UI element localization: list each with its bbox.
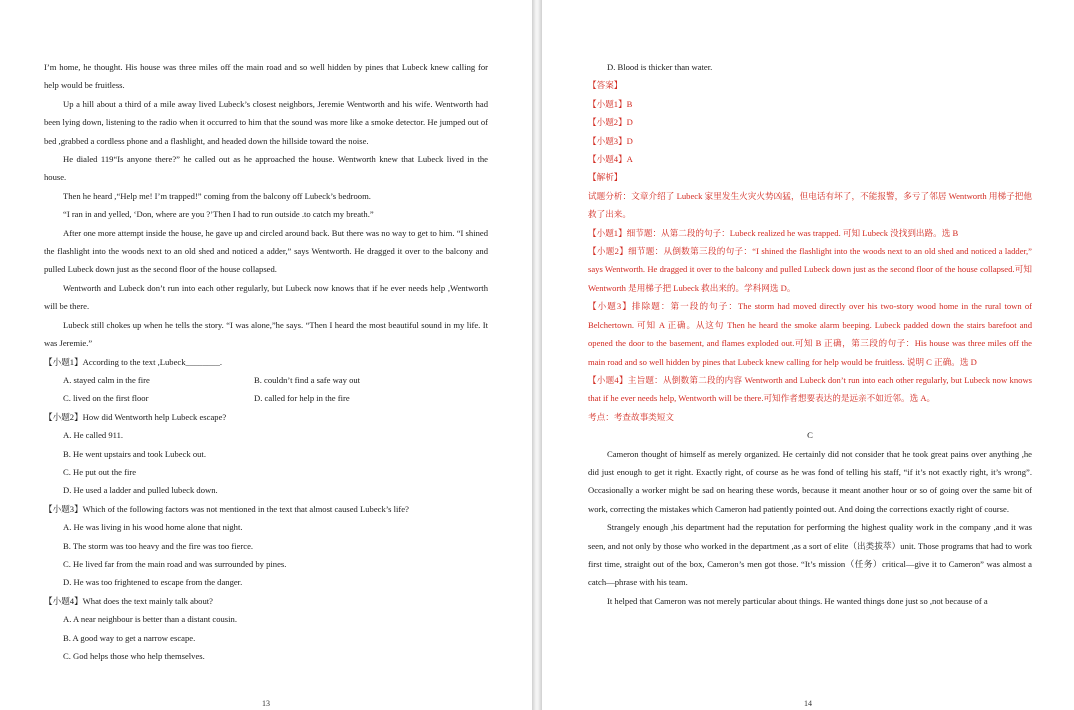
option: D. called for help in the fire	[254, 393, 350, 404]
analysis-text: 【小题1】细节题：从第二段的句子：Lubeck realized he was trapped. 可知 Lubeck 没找到出路。选 B	[588, 227, 959, 238]
analysis-text: 试题分析：文章介绍了 Lubeck 家里发生火灾火势凶猛，但电话有坏了，不能报警，多亏了邻居 Wentworth 用梯子把他救了出来。	[588, 190, 1032, 220]
paragraph: Strangely enough ,his department had the reputation for performing the highest quality work in the company ,and it was seen, and not only by those who worked in the department ,as a sort of elite（出类拔萃）unit. Those programs that had to work first time, straight out of the box, Cameron’s men got those. “It’s mission（任务）critical—give it to Cameron” was almost a catch—phrase with his team.	[588, 522, 1032, 588]
page-left	[0, 0, 532, 710]
option: B. He went upstairs and took Lubeck out.	[63, 448, 206, 459]
question-stem: 【小题3】Which of the following factors was not mentioned in the text that almost caused Lubeck’s life?	[44, 503, 409, 514]
paragraph: I’m home, he thought. His house was three miles off the main road and so well hidden by pines that Lubeck knew calling for help would be fruitless.	[44, 62, 488, 91]
paragraph: Up a hill about a third of a mile away lived Lubeck’s closest neighbors, Jeremie Wentworth and his wife. Wentworth had been lying down, listening to the radio when it occurred to him that the sound was more like a smoke detector. He jumped out of bed ,grabbed a cordless phone and a flashlight, and headed down the hillside toward the noise.	[44, 98, 488, 146]
option: D. Blood is thicker than water.	[607, 62, 713, 72]
option: B. A good way to get a narrow escape.	[63, 632, 196, 643]
page-gutter	[532, 0, 542, 710]
paragraph: Cameron thought of himself as merely organized. He certainly did not consider that he took great pains over anything ,he did just enough to get it right. Exactly right, of course as he was fond of telling his staff, “if it’s not exactly right, it’s wrong”. Occasionally a worker might be sad on hearing these words, because it meant another hour or so of going over the same bit of work, correcting the mistakes which Cameron had patiently pointed out. And doing the corrections exactly right of course.	[588, 448, 1032, 514]
option: C. He lived far from the main road and was surrounded by pines.	[63, 558, 287, 569]
page-number: 14	[804, 699, 812, 708]
answer-header: 【答案】	[588, 80, 623, 91]
question-stem: 【小题4】What does the text mainly talk about?	[44, 595, 213, 606]
paragraph: He dialed 119“Is anyone there?” he called out as he approached the house. Wentworth knew that Lubeck lived in the house.	[44, 154, 488, 183]
option-row	[44, 389, 488, 407]
analysis-header: 【解析】	[588, 172, 623, 183]
option: A. A near neighbour is better than a distant cousin.	[63, 614, 237, 625]
page-number: 13	[262, 699, 270, 708]
answer-item: 【小题4】A	[588, 154, 633, 165]
analysis-text: 【小题3】排除题：第一段的句子：The storm had moved directly over his two-story wood home in the rural town of Belchertown. 可知 A 正确。从这句 Then he heard the smoke alarm beeping. Lubeck padded down the stairs barefoot and opened the door to the basement, and flames exploded out.可知 B 正确，第三段的句子：His house was three miles off the main road and so well hidden by pines that Lubeck knew calling for help would be fruitless. 说明 C 正确。选 D	[588, 301, 1032, 367]
option: D. He used a ladder and pulled lubeck down.	[63, 485, 218, 496]
option: D. He was too frightened to escape from the danger.	[63, 577, 243, 588]
paragraph: Lubeck still chokes up when he tells the story. “I was alone,”he says. “Then I heard the most beautiful sound in my life. It was Jeremie.”	[44, 319, 488, 349]
option: B. couldn’t find a safe way out	[254, 374, 361, 385]
analysis-text: 【小题4】主旨题：从倒数第二段的内容 Wentworth and Lubeck don’t run into each other regularly, but Lubeck now knows that if he ever needs help, Wentworth will be there.可知作者想要表达的是远亲不如近邻。选 A。	[588, 374, 1032, 404]
option: A. stayed calm in the fire	[63, 374, 150, 385]
option: C. God helps those who help themselves.	[63, 651, 205, 661]
paragraph: It helped that Cameron was not merely particular about things. He wanted things done just so ,not because of a	[607, 595, 988, 606]
analysis-text: 考点：考查故事类短文	[588, 411, 674, 422]
answer-block	[588, 76, 1032, 426]
option-row	[44, 371, 488, 389]
question-stem: 【小题1】According to the text ,Lubeck________.	[44, 356, 223, 367]
paragraph: Wentworth and Lubeck don’t run into each other regularly, but Lubeck now knows that if he ever needs help ,Wentworth will be there.	[44, 282, 488, 312]
section-label: C	[807, 430, 813, 441]
page-right	[542, 0, 1074, 710]
answer-item: 【小题1】B	[588, 98, 633, 109]
answer-item: 【小题3】D	[588, 135, 633, 146]
option: C. He put out the fire	[63, 466, 137, 477]
analysis-text: 【小题2】细节题：从倒数第三段的句子：“I shined the flashlight into the woods next to an old shed and noticed a ladder,” says Wentworth. He dragged it over to the balcony and pulled Lubeck down just as the second floor of the house collapsed.可知 Wentworth 是用梯子把 Lubeck 救出来的。学科网选 D。	[588, 246, 1032, 293]
paragraph: Then he heard ,“Help me! I’m trapped!” coming from the balcony off Lubeck’s bedroom.	[63, 190, 371, 201]
question-stem: 【小题2】How did Wentworth help Lubeck escape?	[44, 411, 227, 422]
answer-item: 【小题2】D	[588, 117, 633, 128]
option: B. The storm was too heavy and the fire was too fierce.	[63, 540, 254, 551]
option: A. He called 911.	[63, 430, 124, 441]
option: C. lived on the first floor	[63, 393, 149, 404]
option: A. He was living in his wood home alone that night.	[63, 522, 243, 533]
paragraph: “I ran in and yelled, ‘Don, where are you ?’Then I had to run outside .to catch my breath.”	[63, 209, 374, 220]
paragraph: After one more attempt inside the house, he gave up and circled around back. But there was no way to get to him. “I shined the flashlight into the woods next to an old shed and noticed a adder,” says Wentworth. He dragged it over to the balcony and pulled Lubeck down just as the second floor of the house collapsed.	[44, 227, 488, 275]
